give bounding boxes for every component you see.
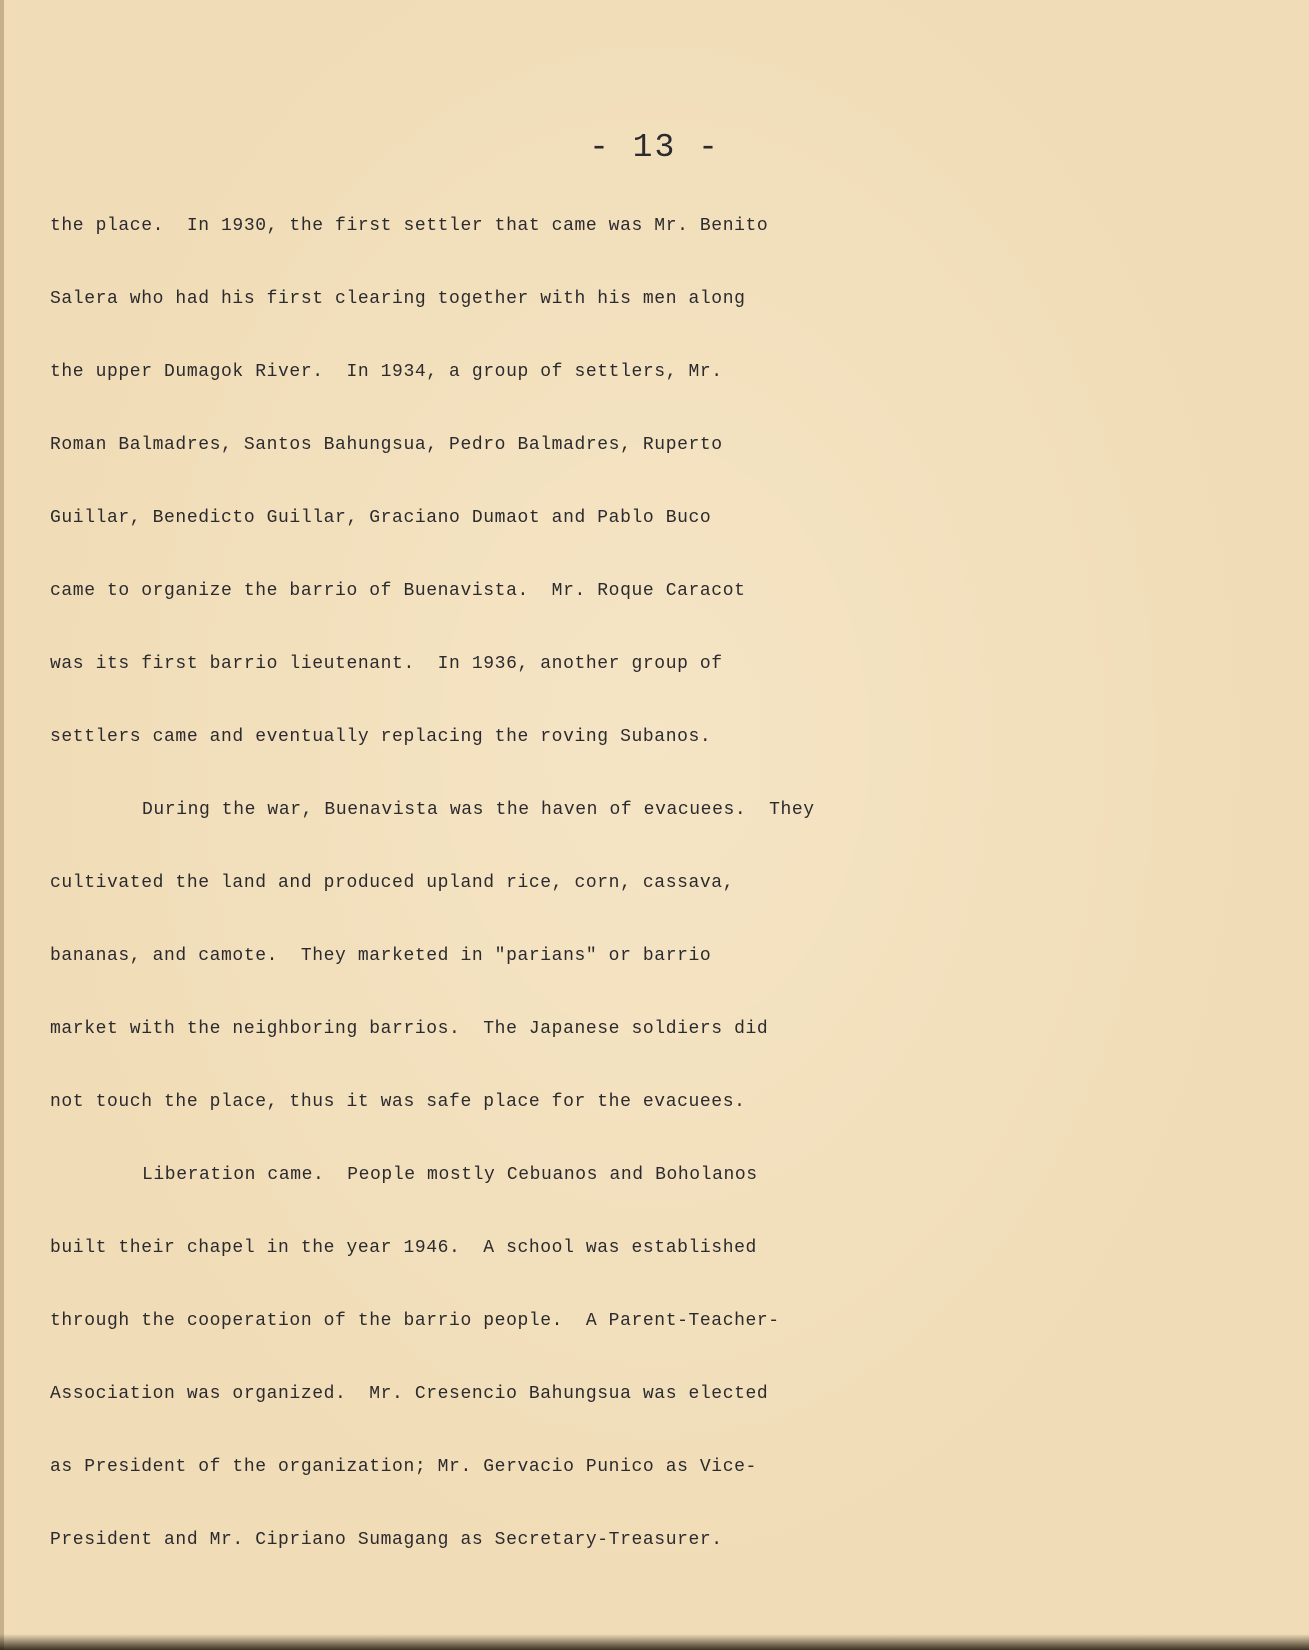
text-line: Guillar, Benedicto Guillar, Graciano Dumaot and Pablo Buco: [50, 508, 712, 528]
text-line: as President of the organization; Mr. Gervacio Punico as Vice-: [50, 1457, 757, 1477]
text-line: Roman Balmadres, Santos Bahungsua, Pedro Balmadres, Ruperto: [50, 435, 723, 455]
text-line: was its first barrio lieutenant. In 1936, another group of: [50, 654, 723, 674]
text-line: Association was organized. Mr. Cresencio Bahungsua was elected: [50, 1384, 769, 1404]
text-line: President and Mr. Cipriano Sumagang as Secretary-Treasurer.: [50, 1530, 723, 1550]
text-line: cultivated the land and produced upland rice, corn, cassava,: [50, 873, 735, 893]
text-line: market with the neighboring barrios. The Japanese soldiers did: [50, 1019, 769, 1039]
text-line: the place. In 1930, the first settler that came was Mr. Benito: [50, 216, 769, 236]
text-line: came to organize the barrio of Buenavista. Mr. Roque Caracot: [50, 581, 746, 601]
text-line: During the war, Buenavista was the haven of evacuees. They: [142, 800, 815, 820]
page-edge-shadow: [0, 0, 4, 1650]
text-line: settlers came and eventually replacing the roving Subanos.: [50, 727, 712, 747]
text-line: not touch the place, thus it was safe place for the evacuees.: [50, 1092, 746, 1112]
text-line: Liberation came. People mostly Cebuanos and Boholanos: [142, 1165, 758, 1185]
page-bottom-edge: [0, 1634, 1309, 1650]
text-line: built their chapel in the year 1946. A school was established: [50, 1238, 757, 1258]
text-line: the upper Dumagok River. In 1934, a group of settlers, Mr.: [50, 362, 723, 382]
text-line: through the cooperation of the barrio people. A Parent-Teacher-: [50, 1311, 780, 1331]
body-text: [50, 204, 1270, 1591]
page-number: - 13 -: [589, 129, 720, 166]
text-line: bananas, and camote. They marketed in "parians" or barrio: [50, 946, 712, 966]
text-line: Salera who had his first clearing together with his men along: [50, 289, 746, 309]
